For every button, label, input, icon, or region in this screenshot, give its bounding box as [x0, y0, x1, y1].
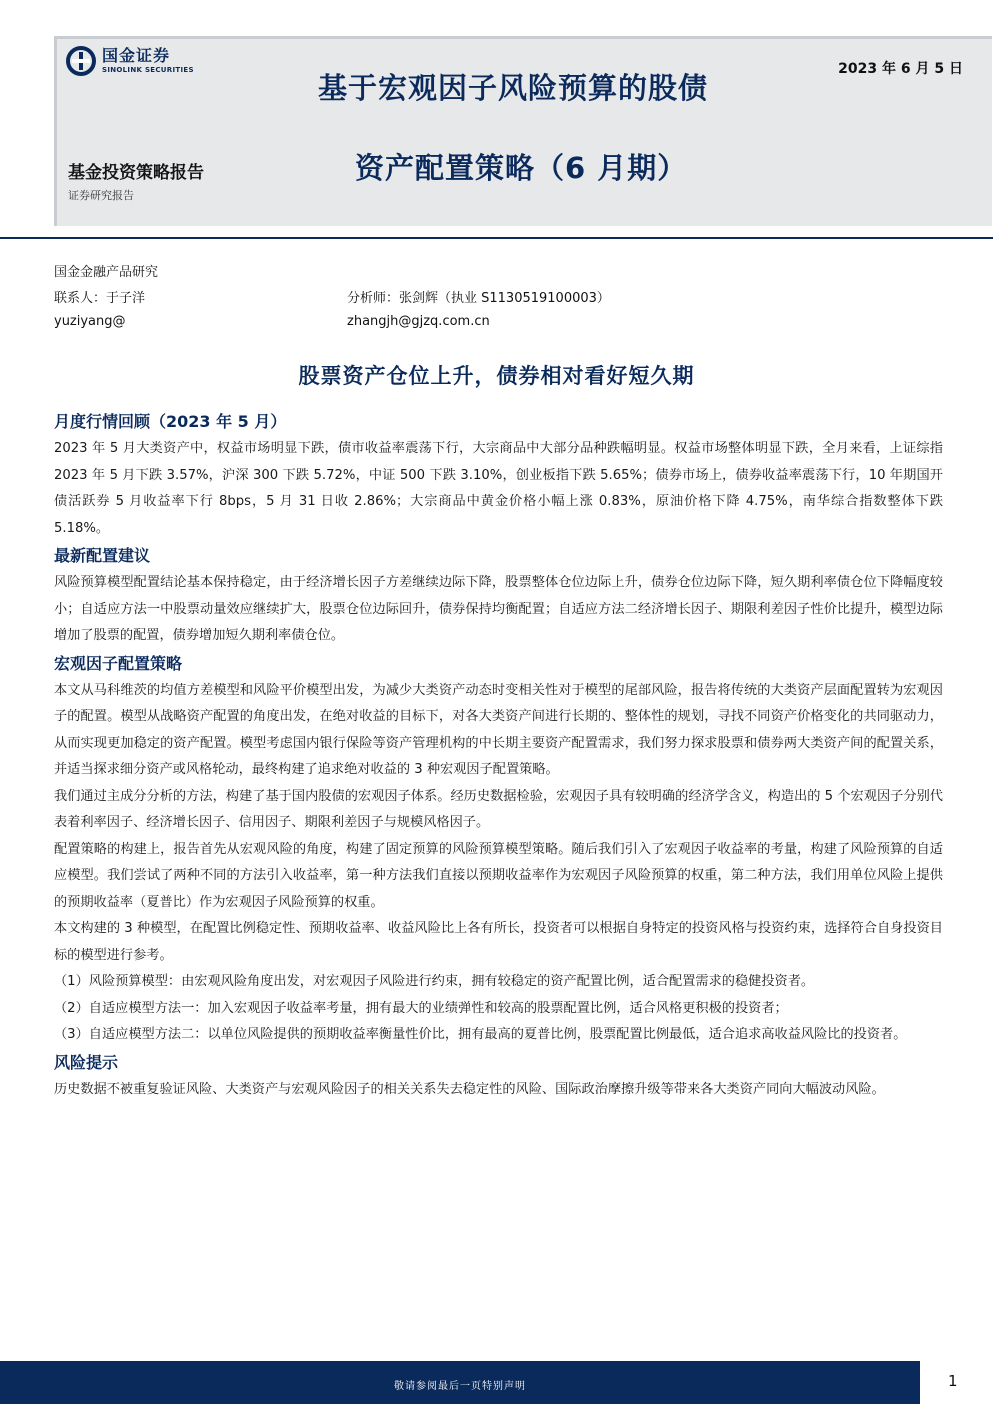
sinolink-logo-icon: [66, 46, 96, 76]
main-headline: 股票资产仓位上升，债券相对看好短久期: [298, 364, 695, 388]
report-type: 基金投资策略报告: [68, 163, 204, 183]
section-paragraph: （3）自适应模型方法二：以单位风险提供的预期收益率衡量性价比，拥有最高的夏普比例，股票配置比例最低，适合追求高收益风险比的投资者。: [54, 1027, 907, 1042]
contact-person: 联系人：于子洋: [54, 291, 146, 306]
section-macro-factor-strategy: [54, 652, 943, 1049]
section-heading: 宏观因子配置策略: [54, 653, 183, 673]
section-paragraph: 2023 年 5 月大类资产中，权益市场明显下跌，债市收益率震荡下行，大宗商品中大部分品种跌幅明显。权益市场整体明显下跌，全月来看，上证综指 2023 年 5 月下跌 3.57%，沪深 300 下跌 5.72%，中证 500 下跌 3.10%，创业板指下跌 5.65%；债券市场上，债券收益率震荡下行，10 年期国开债活跃券 5 月收益率下行 8bps，5 月 31 日收 2.86%；大宗商品中黄金价格小幅上涨 0.83%，原油价格下降 4.75%，南华综合指数整体下跌 5.18%。: [54, 441, 943, 536]
section-paragraph: 配置策略的构建上，报告首先从宏观风险的角度，构建了固定预算的风险预算模型策略。随后我们引入了宏观因子收益率的考量，构建了风险预算的自适应模型。我们尝试了两种不同的方法引入收益率，第一种方法我们直接以预期收益率作为宏观因子风险预算的权重，第二种方法，我们用单位风险上提供的预期收益率（夏普比）作为宏观因子风险预算的权重。: [54, 841, 943, 910]
report-title-line1: 基于宏观因子风险预算的股债: [318, 71, 709, 105]
section-paragraph: （1）风险预算模型：由宏观风险角度出发，对宏观因子风险进行约束，拥有较稳定的资产配置比例，适合配置需求的稳健投资者。: [54, 974, 815, 989]
header-top-line: [54, 36, 992, 39]
report-body: [54, 408, 943, 1103]
analyst-info: 分析师：张剑辉（执业 S1130519100003）: [347, 291, 610, 306]
header-divider: [0, 237, 993, 239]
section-heading: 最新配置建议: [54, 546, 151, 565]
company-logo: [66, 46, 194, 76]
section-paragraph: 本文从马科维茨的均值方差模型和风险平价模型出发，为减少大类资产动态时变相关性对于模型的尾部风险，报告将传统的大类资产层面配置转为宏观因子的配置。模型从战略资产配置的角度出发，在绝对收益的目标下，对各大类资产间进行长期的、整体性的规划，寻找不同资产价格变化的共同驱动力，从而实现更加稳定的资产配置。模型考虑国内银行保险等资产管理机构的中长期主要资产配置需求，我们努力探求股票和债券两大类资产间的配置关系，并适当探求细分资产或风格轮动，最终构建了追求绝对收益的 3 种宏观因子配置策略。: [54, 682, 943, 777]
footer-disclaimer-notice: 敬请参阅最后一页特别声明: [394, 1381, 526, 1392]
report-subtype: 证券研究报告: [68, 189, 134, 202]
section-paragraph: 本文构建的 3 种模型，在配置比例稳定性、预期收益率、收益风险比上各有所长，投资者可以根据自身特定的投资风格与投资约束，选择符合自身投资目标的模型进行参考。: [54, 921, 943, 963]
logo-english-name: SINOLINK SECURITIES: [102, 66, 194, 74]
report-title-line2: 资产配置策略（6 月期）: [355, 151, 688, 185]
section-allocation-advice: [54, 544, 943, 650]
contact-email[interactable]: yuziyang@: [54, 314, 126, 329]
section-paragraph: 风险预算模型配置结论基本保持稳定，由于经济增长因子方差继续边际下降，股票整体仓位边际上升，债券仓位边际下降，短久期利率债仓位下降幅度较小；自适应方法一中股票动量效应继续扩大，股票仓位边际回升，债券保持均衡配置；自适应方法二经济增长因子、期限利差因子性价比提升，模型边际增加了股票的配置，债券增加短久期利率债仓位。: [54, 575, 943, 643]
section-heading: 风险提示: [54, 1052, 119, 1072]
section-market-review: [54, 410, 943, 542]
analyst-email[interactable]: zhangjh@gjzq.com.cn: [347, 314, 490, 329]
research-org: 国金金融产品研究: [54, 265, 159, 280]
section-paragraph: 我们通过主成分分析的方法，构建了基于国内股债的宏观因子体系。经历史数据检验，宏观因子具有较明确的经济学含义，构造出的 5 个宏观因子分别代表着利率因子、经济增长因子、信用因子、期限利差因子与规模风格因子。: [54, 788, 943, 830]
report-date: 2023 年 6 月 5 日: [838, 61, 963, 77]
section-paragraph: （2）自适应模型方法一：加入宏观因子收益率考量，拥有最大的业绩弹性和较高的股票配置比例，适合风格更积极的投资者；: [54, 1000, 788, 1016]
section-risk-warning: [54, 1051, 943, 1104]
logo-chinese-name: 国金证券: [102, 46, 171, 65]
page-number: 1: [948, 1372, 958, 1390]
section-heading: 月度行情回顾（2023 年 5 月）: [54, 412, 287, 431]
header-left-line: [54, 36, 57, 226]
section-paragraph: 历史数据不被重复验证风险、大类资产与宏观风险因子的相关关系失去稳定性的风险、国际政治摩擦升级等带来各大类资产同向大幅波动风险。: [54, 1081, 885, 1097]
